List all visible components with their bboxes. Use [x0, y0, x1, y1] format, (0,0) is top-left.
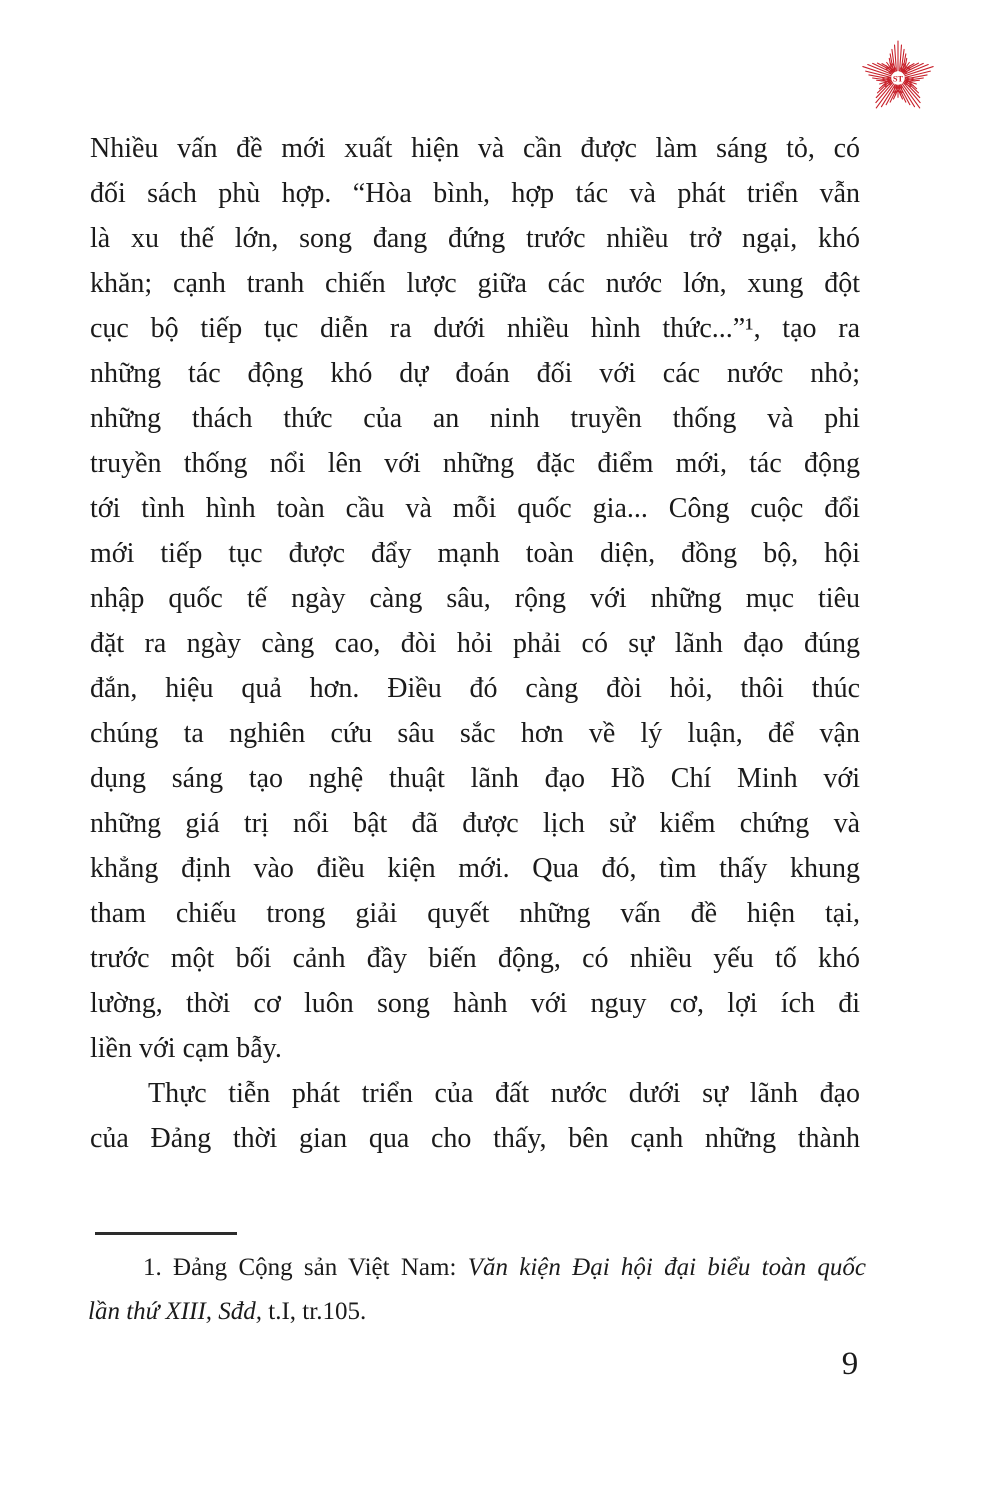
text-line: tới tình hình toàn cầu và mỗi quốc gia... Công cuộc đổi	[90, 493, 860, 524]
text-line: những thách thức của an ninh truyền thống và phi	[90, 403, 860, 434]
text-line: truyền thống nổi lên với những đặc điểm mới, tác động	[90, 448, 860, 479]
footnote-separator	[95, 1232, 237, 1235]
text-line: chúng ta nghiên cứu sâu sắc hơn về lý luận, để vận	[90, 718, 860, 749]
text-line: nhập quốc tế ngày càng sâu, rộng với những mục tiêu	[90, 583, 860, 614]
text-line: mới tiếp tục được đẩy mạnh toàn diện, đồng bộ, hội	[90, 538, 860, 569]
text-line: đối sách phù hợp. “Hòa bình, hợp tác và phát triển vẫn	[90, 178, 860, 209]
footnote-line-2	[88, 1290, 866, 1334]
text-line: khăn; cạnh tranh chiến lược giữa các nước lớn, xung đột	[90, 268, 860, 299]
footnote-citation-suffix: t.I, tr.105.	[262, 1298, 367, 1325]
text-line: đặt ra ngày càng cao, đòi hỏi phải có sự lãnh đạo đúng	[90, 628, 860, 659]
footnote-citation-prefix: 1. Đảng Cộng sản Việt Nam:	[143, 1254, 468, 1281]
text-line: là xu thế lớn, song đang đứng trước nhiều trở ngại, khó	[90, 223, 860, 254]
text-line-paragraph-end: liền với cạm bẫy.	[90, 1033, 282, 1064]
text-line: những tác động khó dự đoán đối với các nước nhỏ;	[90, 358, 860, 389]
body-text	[90, 126, 860, 1161]
text-line: cục bộ tiếp tục diễn ra dưới nhiều hình thức...”¹, tạo ra	[90, 313, 860, 344]
text-line: dụng sáng tạo nghệ thuật lãnh đạo Hồ Chí Minh với	[90, 763, 860, 794]
footnote-line-1	[88, 1246, 866, 1290]
text-line: đắn, hiệu quả hơn. Điều đó càng đòi hỏi, thôi thúc	[90, 673, 860, 704]
text-line: những giá trị nổi bật đã được lịch sử kiểm chứng và	[90, 808, 860, 839]
logo-monogram: ST	[892, 74, 904, 84]
footnote-work-title-continued: lần thứ XIII, Sđd,	[88, 1298, 263, 1325]
footnote-work-title: Văn kiện Đại hội đại biểu toàn quốc	[467, 1254, 866, 1281]
text-line: Nhiều vấn đề mới xuất hiện và cần được làm sáng tỏ, có	[90, 133, 860, 164]
footnote	[88, 1246, 866, 1334]
publisher-star-logo	[856, 36, 940, 120]
text-line: khẳng định vào điều kiện mới. Qua đó, tìm thấy khung	[90, 853, 860, 884]
page-number: 9	[841, 1346, 859, 1382]
text-line: tham chiếu trong giải quyết những vấn đề hiện tại,	[90, 898, 860, 929]
star-logo-icon	[856, 36, 940, 120]
text-line: của Đảng thời gian qua cho thấy, bên cạnh những thành	[90, 1123, 860, 1154]
text-line-paragraph-start: Thực tiễn phát triển của đất nước dưới sự lãnh đạo	[148, 1078, 860, 1109]
text-line: lường, thời cơ luôn song hành với nguy cơ, lợi ích đi	[90, 988, 860, 1019]
text-line: trước một bối cảnh đầy biến động, có nhiều yếu tố khó	[90, 943, 860, 974]
